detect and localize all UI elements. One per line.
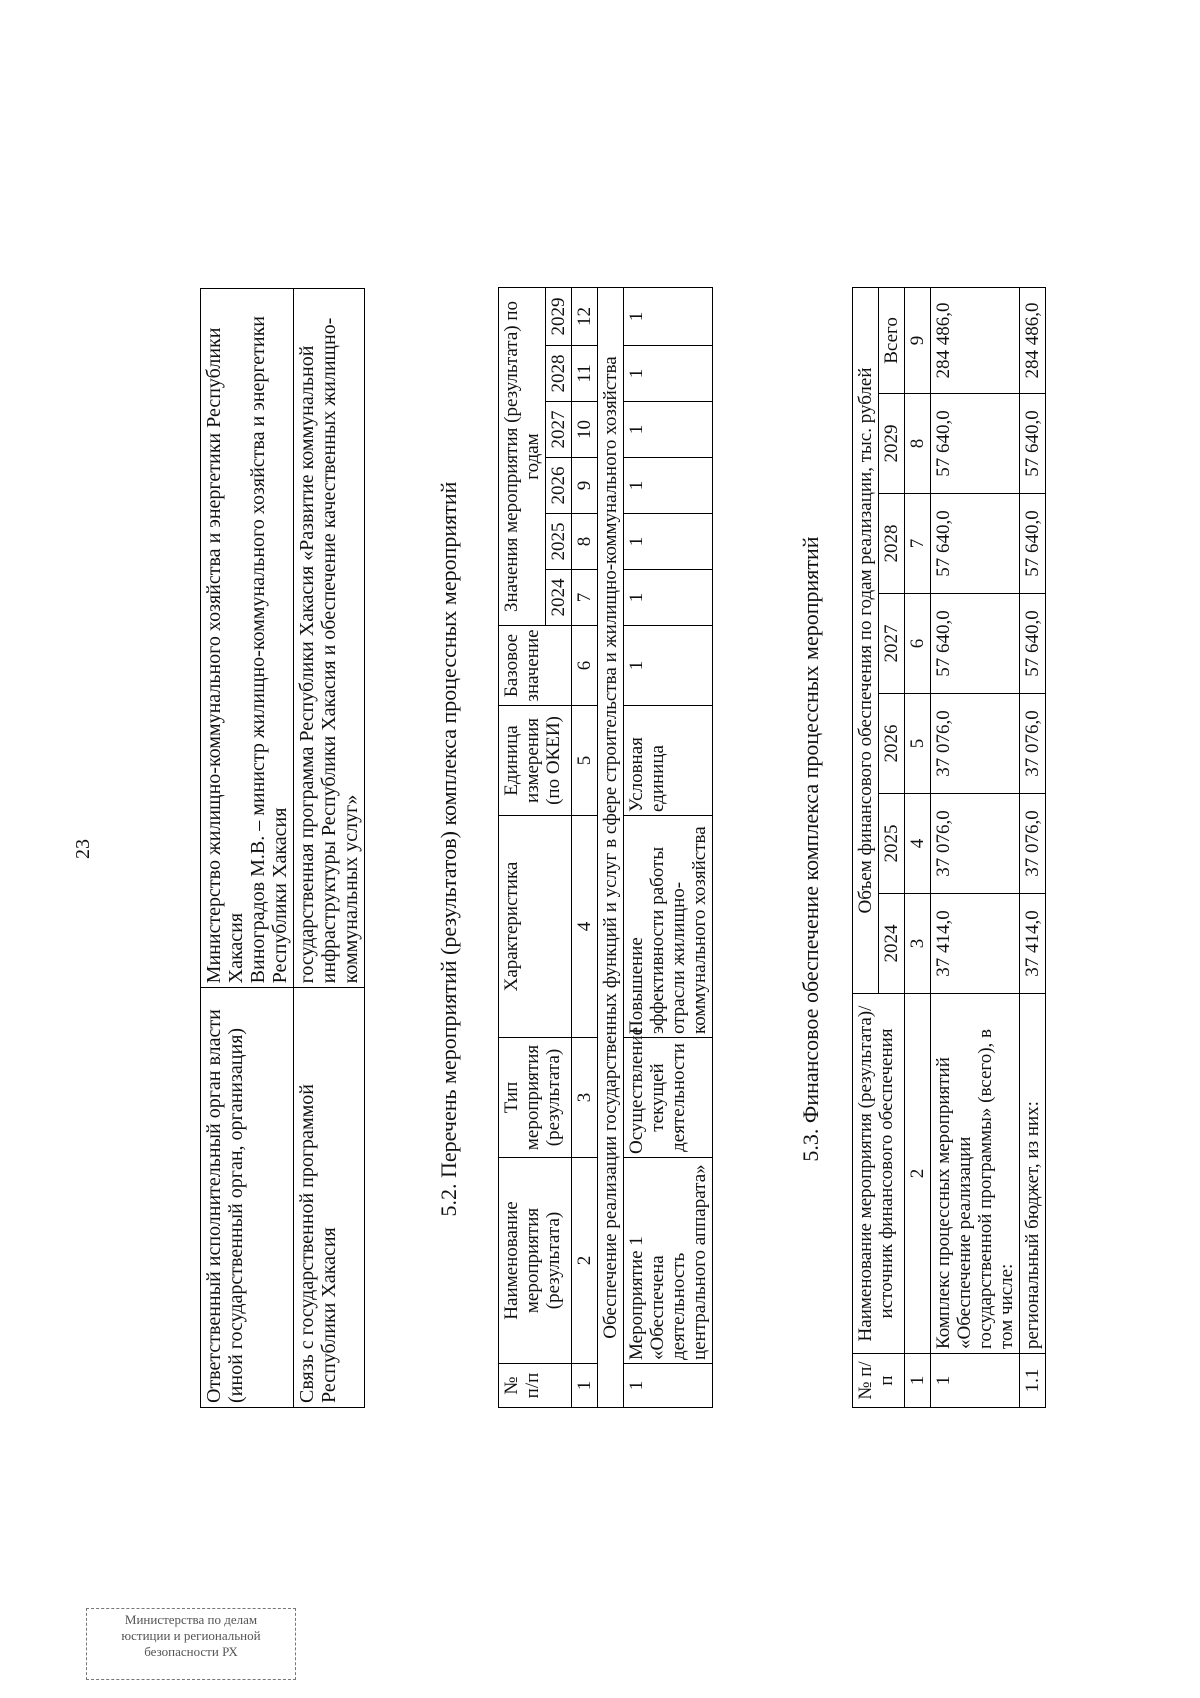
row-value: 37 076,0 [1020,794,1046,894]
row-value: 57 640,0 [931,594,1020,694]
header-name: Наименование мероприятия (результата)/источник финансового обеспечения [853,994,905,1354]
row-name: Комплекс процессных мероприятий «Обеспечение реализации государственной программы» (всего), в том числе: [931,994,1020,1354]
row-type: Осуществление текущей деятельности [624,1038,713,1158]
column-number: 9 [572,458,598,514]
row-value: 57 640,0 [931,394,1020,494]
row-value: 1 [624,346,713,402]
header-year: 2028 [879,494,905,594]
header-year: 2028 [546,346,572,402]
row-value: 57 640,0 [1020,494,1046,594]
row-name: Мероприятие 1 «Обеспечена деятельность центрального аппарата» [624,1158,713,1364]
column-number: 11 [572,346,598,402]
table-header-row [853,287,879,1407]
table-row [931,287,1020,1407]
header-year: 2026 [879,694,905,794]
value-line: Министерство жилищно-коммунального хозяйства и энергетики Республики Хакасия [203,327,247,984]
header-year: 2027 [546,402,572,458]
header-year: 2025 [879,794,905,894]
header-year: 2024 [546,570,572,626]
column-number: 7 [905,494,931,594]
row-num: 1 [931,1354,1020,1408]
row-num: 1.1 [1020,1354,1046,1408]
column-number: 1 [905,1354,931,1408]
row-value: 1 [624,570,713,626]
header-type: Тип мероприятия (результата) [499,1038,572,1158]
header-characteristic: Характеристика [499,816,572,1038]
row-name: региональный бюджет, из них: [1020,994,1046,1354]
row-unit: Условная единица [624,706,713,816]
column-number: 10 [572,402,598,458]
column-number: 8 [905,394,931,494]
row-base: 1 [624,626,713,706]
row-value: 1 [624,458,713,514]
column-number: 3 [905,894,931,994]
column-number: 2 [905,994,931,1354]
table-row [201,289,294,1408]
section-52-title: 5.2. Перечень мероприятий (результатов) комплекса процессных мероприятий [436,481,461,1217]
header-total: Всего [879,287,905,393]
responsible-info-table [200,288,365,1408]
measures-table [498,287,713,1408]
stamp-line: безопасности РХ [144,1644,238,1659]
column-number: 5 [905,694,931,794]
header-year: 2024 [879,894,905,994]
header-year: 2027 [879,594,905,694]
column-number: 3 [572,1038,598,1158]
column-number: 8 [572,514,598,570]
group-title: Обеспечение реализации государственных функций и услуг в сфере строительства и жилищно-коммунального хозяйства [598,288,624,1408]
header-year: 2025 [546,514,572,570]
row-value: 57 640,0 [1020,394,1046,494]
row-total: 284 486,0 [1020,287,1046,393]
program-link-value: государственная программа Республики Хакасия «Развитие коммунальной инфраструктуры Республики Хакасия и обеспечение качественных жилищно-коммунальных услуг» [294,289,365,988]
row-value: 1 [624,402,713,458]
column-number: 9 [905,287,931,393]
column-number: 5 [572,706,598,816]
row-value: 37 414,0 [1020,894,1046,994]
header-year: 2026 [546,458,572,514]
table-header-row [499,288,546,1408]
row-characteristic: Повышение эффективности работы отрасли жилищно-коммунального хозяйства [624,816,713,1038]
header-base: Базовое значение [499,626,572,706]
column-number: 6 [905,594,931,694]
section-53-title: 5.3. Финансовое обеспечение комплекса процессных мероприятий [798,536,823,1162]
column-number: 4 [905,794,931,894]
header-values: Значения мероприятия (результата) по годам [499,288,546,626]
header-name: Наименование мероприятия (результата) [499,1158,572,1364]
row-value: 1 [624,288,713,346]
responsible-label: Ответственный исполнительный орган власти (иной государственный орган, организация) [201,988,294,1408]
row-value: 37 076,0 [931,794,1020,894]
header-unit: Единица измерения (по ОКЕИ) [499,706,572,816]
row-value: 37 414,0 [931,894,1020,994]
page-number: 23 [72,839,94,859]
header-num: № п/п [853,1354,905,1408]
row-num: 1 [624,1364,713,1408]
row-value: 1 [624,514,713,570]
column-number: 6 [572,626,598,706]
column-number: 4 [572,816,598,1038]
stamp-line: Министерства по делам [124,1612,258,1627]
responsible-value [201,289,294,988]
stamp-line: юстиции и региональной [121,1628,261,1643]
column-number-row [572,288,598,1408]
header-volume: Объем финансового обеспечения по годам реализации, тыс. рублей [853,287,879,993]
group-title-row [598,288,624,1408]
column-number: 12 [572,288,598,346]
column-number: 7 [572,570,598,626]
header-year: 2029 [546,288,572,346]
value-line: Виноградов М.В. – министр жилищно-коммунального хозяйства и энергетики Республики Хакасия [247,316,291,984]
table-row [294,289,365,1408]
row-total: 284 486,0 [931,287,1020,393]
header-year: 2029 [879,394,905,494]
program-link-label: Связь с государственной программой Республики Хакасия [294,988,365,1408]
column-number: 1 [572,1364,598,1408]
column-number-row [905,287,931,1407]
header-num: № п/п [499,1364,572,1408]
column-number: 2 [572,1158,598,1364]
row-value: 57 640,0 [1020,594,1046,694]
row-value: 57 640,0 [931,494,1020,594]
table-row [624,288,713,1408]
row-value: 37 076,0 [931,694,1020,794]
row-value: 37 076,0 [1020,694,1046,794]
table-row [1020,287,1046,1407]
financing-table [852,287,1046,1408]
